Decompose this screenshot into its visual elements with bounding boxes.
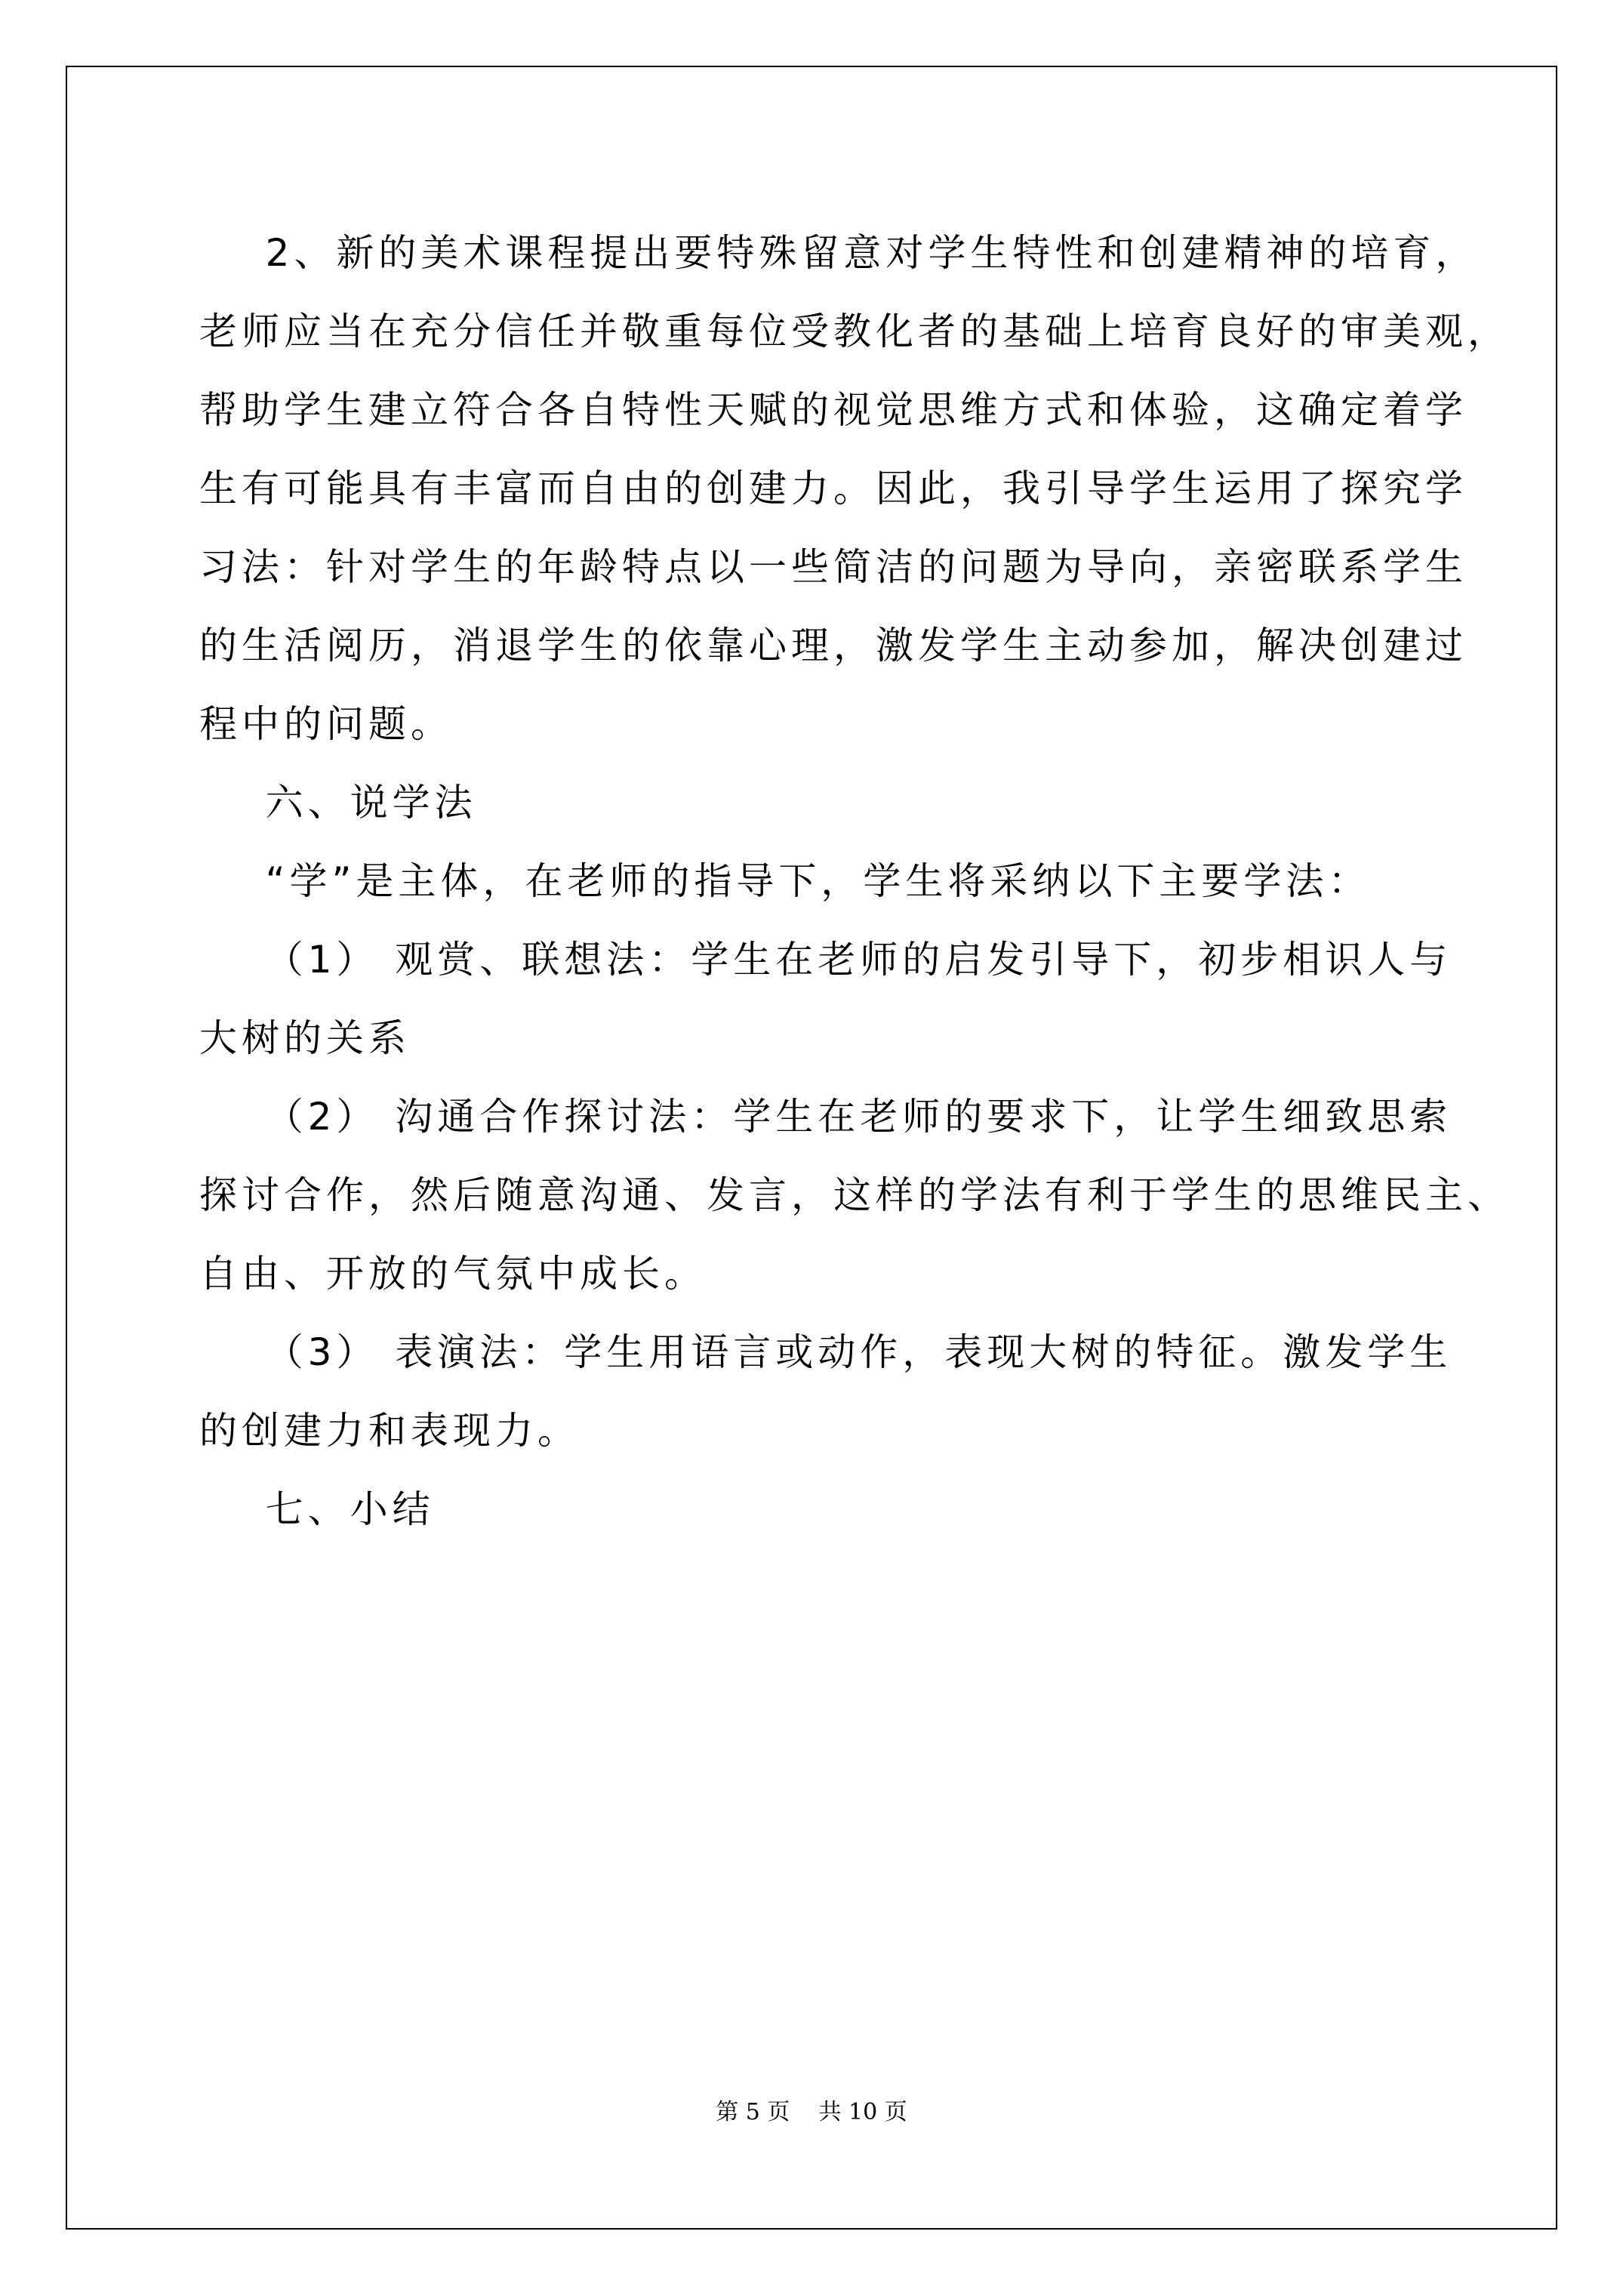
section-heading: 六、说学法: [199, 781, 477, 824]
text-line: 程中的问题。: [199, 702, 453, 746]
text-line: 自由、开放的气氛中成长。: [199, 1252, 707, 1296]
text-line: 的生活阅历，消退学生的依靠心理，激发学生主动参加，解决创建过: [199, 624, 1467, 667]
text-line: 大树的关系: [199, 1016, 411, 1060]
list-item: （3） 表演法：学生用语言或动作，表现大树的特征。激发学生: [199, 1330, 1452, 1374]
text-line: “学”是主体，在老师的指导下，学生将采纳以下主要学法：: [199, 859, 1371, 903]
text-line: 习法：针对学生的年龄特点以一些简洁的问题为导向，亲密联系学生: [199, 545, 1467, 589]
text-line: 生有可能具有丰富而自由的创建力。因此，我引导学生运用了探究学: [199, 467, 1467, 510]
text-line: 老师应当在充分信任并敬重每位受教化者的基础上培育良好的审美观，: [199, 310, 1510, 353]
page-number: 第 5 页 共 10 页: [716, 2099, 907, 2125]
list-item: （2） 沟通合作探讨法：学生在老师的要求下，让学生细致思索: [199, 1095, 1452, 1139]
text-line: 探讨合作，然后随意沟通、发言，这样的学法有利于学生的思维民主、: [199, 1173, 1510, 1217]
list-item: （1） 观赏、联想法：学生在老师的启发引导下，初步相识人与: [199, 938, 1452, 982]
text-line: 2、新的美术课程提出要特殊留意对学生特性和创建精神的培育，: [199, 231, 1478, 275]
text-line: 的创建力和表现力。: [199, 1409, 580, 1453]
text-line: 帮助学生建立符合各自特性天赋的视觉思维方式和体验，这确定着学: [199, 388, 1467, 432]
section-heading: 七、小结: [199, 1487, 435, 1531]
